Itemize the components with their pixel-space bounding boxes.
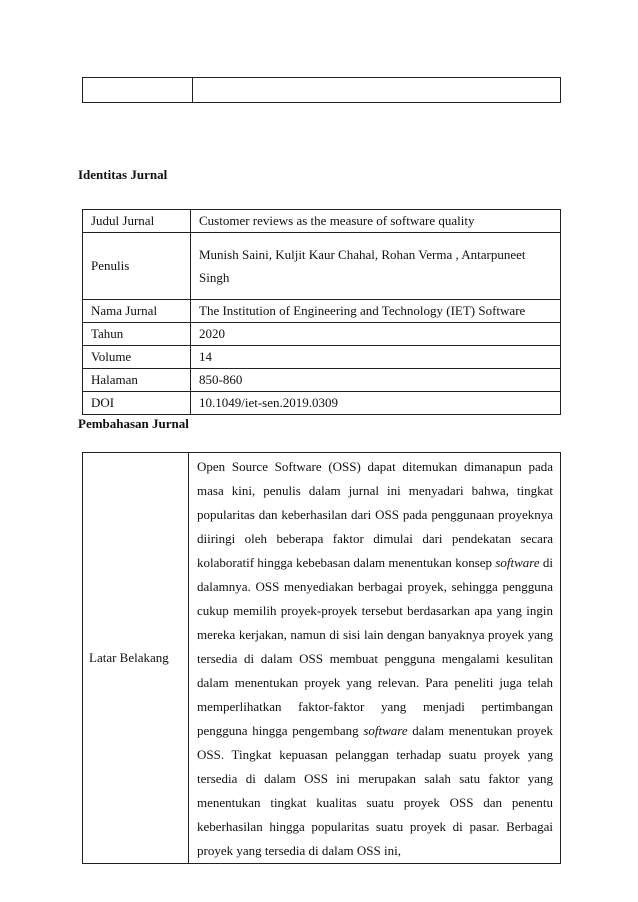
row-label: Tahun xyxy=(83,323,191,346)
empty-cell xyxy=(83,78,193,103)
row-value: 10.1049/iet-sen.2019.0309 xyxy=(191,392,561,415)
table-row xyxy=(83,369,561,392)
row-label: Penulis xyxy=(83,233,191,300)
table-row xyxy=(83,210,561,233)
row-label: Volume xyxy=(83,346,191,369)
table-row xyxy=(83,453,561,864)
discussion-paragraph xyxy=(189,453,561,864)
row-value: The Institution of Engineering and Technology (IET) Software xyxy=(191,300,561,323)
authors-line-2: Singh xyxy=(199,270,230,285)
table-row xyxy=(83,392,561,415)
paragraph-text: dalam menentukan proyek OSS. Tingkat kepuasan pelanggan terhadap suatu proyek yang tersedia di dalam OSS ini merupakan salah satu faktor yang menentukan tingkat kualitas suatu proyek OSS dan penentu keberhasilan hingga popularitas suatu proyek di pasar. Berbagai proyek yang tersedia di dalam OSS ini, xyxy=(197,723,553,858)
row-label: DOI xyxy=(83,392,191,415)
row-value: 850-860 xyxy=(191,369,561,392)
paragraph-text: di dalamnya. OSS menyediakan berbagai proyek, sehingga pengguna cukup memilih proyek-proyek tersebut berdasarkan apa yang ingin mereka kerjakan, namun di sisi lain dengan banyaknya proyek yang tersedia di dalam OSS membuat pengguna mengalami kesulitan dalam menentukan proyek yang relevan. Para peneliti juga telah memperlihatkan faktor-faktor yang menjadi pertimbangan pengguna hingga pengembang xyxy=(197,555,554,738)
table-row xyxy=(83,233,561,300)
row-label: Nama Jurnal xyxy=(83,300,191,323)
italic-term: software xyxy=(495,555,540,570)
row-value: 2020 xyxy=(191,323,561,346)
empty-table-fragment xyxy=(82,77,561,103)
italic-term: software xyxy=(363,723,408,738)
row-value: Customer reviews as the measure of software quality xyxy=(191,210,561,233)
row-value: 14 xyxy=(191,346,561,369)
empty-cell xyxy=(193,78,561,103)
section-heading-pembahasan: Pembahasan Jurnal xyxy=(78,416,189,431)
journal-identity-table xyxy=(82,209,561,415)
row-label: Judul Jurnal xyxy=(83,210,191,233)
table-row xyxy=(83,300,561,323)
table-row xyxy=(83,323,561,346)
row-value-authors xyxy=(191,233,561,300)
table-row xyxy=(83,346,561,369)
section-heading-identitas: Identitas Jurnal xyxy=(78,167,168,182)
paragraph-text: Open Source Software (OSS) dapat ditemukan dimanapun pada masa kini, penulis dalam jurnal ini menyadari bahwa, tingkat popularitas dan keberhasilan dari OSS pada penggunaan proyeknya diiringi oleh beberapa faktor dimulai dari pendekatan secara kolaboratif hingga kebebasan dalam menentukan konsep xyxy=(197,459,553,570)
row-label: Halaman xyxy=(83,369,191,392)
authors-line-1: Munish Saini, Kuljit Kaur Chahal, Rohan Verma , Antarpuneet xyxy=(199,247,526,262)
discussion-label: Latar Belakang xyxy=(83,453,189,864)
journal-discussion-table xyxy=(82,452,561,864)
